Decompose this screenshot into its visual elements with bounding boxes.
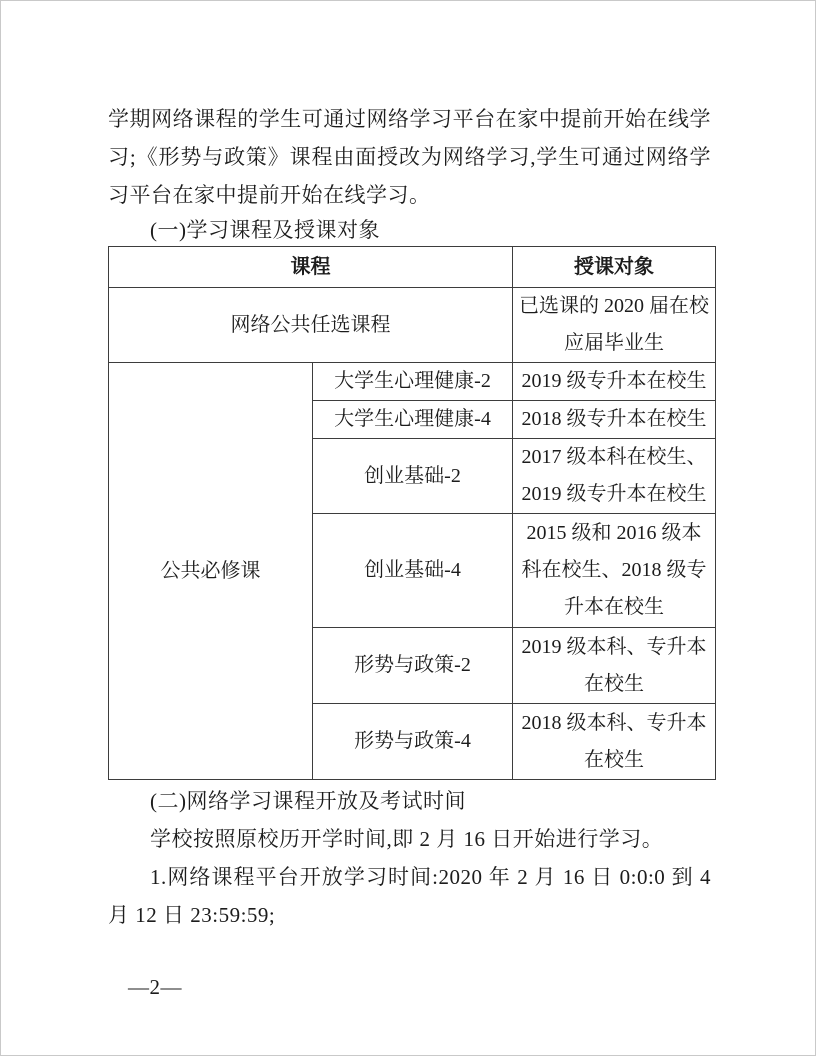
course-cell: 大学生心理健康-2 — [313, 363, 513, 401]
course-cell: 形势与政策-2 — [313, 628, 513, 704]
audience-cell: 已选课的 2020 届在校应届毕业生 — [513, 288, 716, 363]
table-row — [109, 288, 716, 363]
header-cell-course: 课程 — [109, 247, 513, 288]
course-cell: 创业基础-2 — [313, 439, 513, 514]
section-heading-2: (二)网络学习课程开放及考试时间 — [150, 789, 466, 813]
page-number: —2— — [128, 975, 182, 999]
course-cell: 形势与政策-4 — [313, 704, 513, 780]
audience-cell: 2019 级专升本在校生 — [513, 363, 716, 401]
audience-cell: 2015 级和 2016 级本科在校生、2018 级专升本在校生 — [513, 514, 716, 628]
paragraph-schedule: 学校按照原校历开学时间,即 2 月 16 日开始进行学习。 — [150, 827, 664, 851]
table-row — [109, 363, 716, 401]
audience-cell: 2018 级专升本在校生 — [513, 401, 716, 439]
header-cell-audience: 授课对象 — [513, 247, 716, 288]
category-cell: 公共必修课 — [109, 363, 313, 780]
table-header-row — [109, 247, 716, 288]
paragraph-intro: 学期网络课程的学生可通过网络学习平台在家中提前开始在线学习;《形势与政策》课程由面授改为网络学习,学生可通过网络学习平台在家中提前开始在线学习。 — [108, 107, 711, 207]
course-cell: 网络公共任选课程 — [109, 288, 513, 363]
course-cell: 创业基础-4 — [313, 514, 513, 628]
section-heading-1: (一)学习课程及授课对象 — [150, 218, 380, 242]
audience-cell: 2017 级本科在校生、2019 级专升本在校生 — [513, 439, 716, 514]
paragraph-platform-time: 1.网络课程平台开放学习时间:2020 年 2 月 16 日 0:0:0 到 4 月 12 日 23:59:59; — [108, 865, 711, 927]
course-cell: 大学生心理健康-4 — [313, 401, 513, 439]
audience-cell: 2018 级本科、专升本在校生 — [513, 704, 716, 780]
course-table — [108, 246, 716, 780]
audience-cell: 2019 级本科、专升本在校生 — [513, 628, 716, 704]
